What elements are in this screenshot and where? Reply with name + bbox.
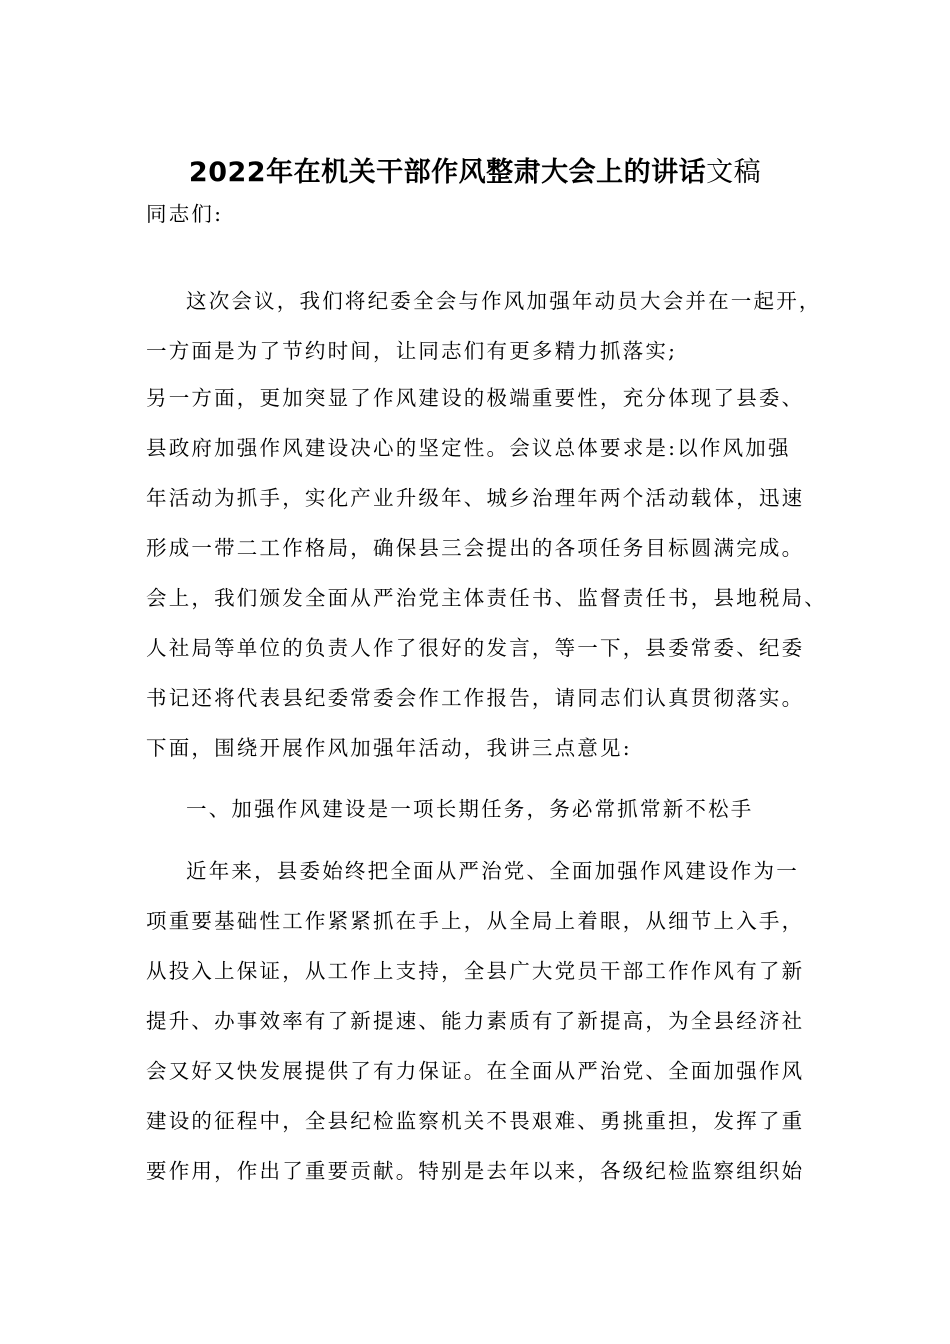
paragraph-line: 这次会议，我们将纪委全会与作风加强年动员大会并在一起开， (186, 289, 822, 313)
salutation: 同志们: (146, 202, 224, 226)
paragraph-line: 建设的征程中，全县纪检监察机关不畏艰难、勇挑重担，发挥了重 (146, 1109, 805, 1133)
paragraph-line: 形成一带二工作格局，确保县三会提出的各项任务目标圆满完成。 (146, 536, 805, 560)
title-tail: 文稿 (706, 157, 762, 188)
paragraph-line: 从投入上保证，从工作上支持，全县广大党员干部工作作风有了新 (146, 959, 805, 983)
paragraph-line: 近年来，县委始终把全面从严治党、全面加强作风建设作为一 (186, 859, 799, 883)
title-main: 2022年在机关干部作风整肃大会上的讲话 (188, 157, 707, 188)
paragraph-line: 项重要基础性工作紧紧抓在手上，从全局上着眼，从细节上入手， (146, 909, 805, 933)
paragraph-line: 要作用，作出了重要贡献。特别是去年以来，各级纪检监察组织始 (146, 1159, 805, 1183)
paragraph-line: 提升、办事效率有了新提速、能力素质有了新提高，为全县经济社 (146, 1009, 805, 1033)
paragraph-line: 另一方面，更加突显了作风建设的极端重要性，充分体现了县委、 (146, 386, 805, 410)
paragraph-line: 书记还将代表县纪委常委会作工作报告，请同志们认真贯彻落实。 (146, 686, 805, 710)
section-heading: 一、加强作风建设是一项长期任务，务必常抓常新不松手 (186, 797, 754, 821)
paragraph-line: 县政府加强作风建设决心的坚定性。会议总体要求是:以作风加强 (146, 436, 791, 460)
paragraph-line: 会又好又快发展提供了有力保证。在全面从严治党、全面加强作风 (146, 1059, 805, 1083)
paragraph-line: 一方面是为了节约时间，让同志们有更多精力抓落实; (146, 339, 678, 363)
paragraph-line: 人社局等单位的负责人作了很好的发言，等一下，县委常委、纪委 (146, 636, 805, 660)
paragraph-line: 年活动为抓手，实化产业升级年、城乡治理年两个活动载体，迅速 (146, 486, 805, 510)
paragraph-line: 会上，我们颁发全面从严治党主体责任书、监督责任书，县地税局、 (146, 586, 827, 610)
document-title (0, 155, 950, 191)
paragraph-line: 下面，围绕开展作风加强年活动，我讲三点意见: (146, 736, 632, 760)
